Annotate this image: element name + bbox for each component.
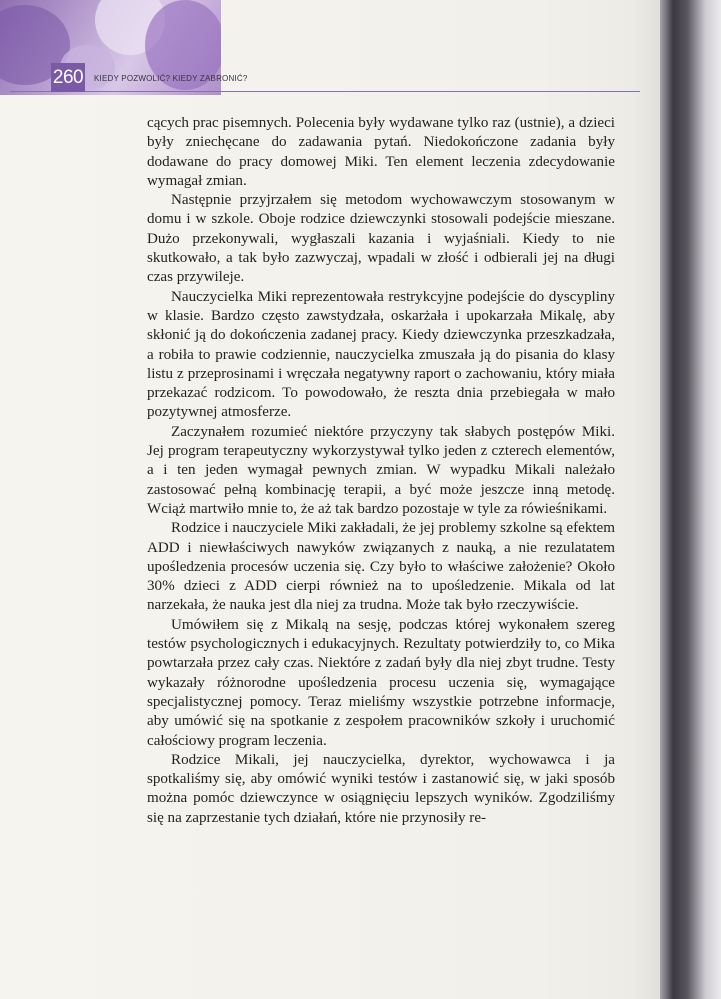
paragraph: Rodzice i nauczyciele Miki zakładali, że jej problemy szkolne są efektem ADD i niewłaściwych nawyków związanych z nauką, a nie rezulatatem upośledzenia procesów uczenia się. Czy było to właściwe założenie? Około 30% dzieci z ADD cierpi również na to upośledzenie. Mikala od lat narzekała, że nauka jest dla niej za trudna. Może tak było rzeczywiście. (147, 520, 615, 614)
page-number: 260 (51, 63, 85, 92)
paragraph: Rodzice Mikali, jej nauczycielka, dyrektor, wychowawca i ja spotkaliśmy się, aby omówić wyniki testów i zastanowić się, w jaki sposób można pomóc dziewczynce w osiągnięciu lepszych wyników. Zgodziliśmy się na zaprzestanie tych działań, które nie przynosiły re- (147, 751, 615, 826)
paragraph: Nauczycielka Miki reprezentowała restrykcyjne podejście do dyscypliny w klasie. Bardzo często zawstydzała, oskarżała i upokarzała Mikalę, aby skłonić ją do dokończenia zadanej pracy. Kiedy dziewczynka przeszkadzała, a robiła to prawie codziennie, nauczycielka zmuszała ją do pisania do klasy listu z przeprosinami i wręczała negatywny raport o zachowaniu, który miała przekazać rodzicom. To powodowało, że reszta dnia przebiegała w mało pozytywnej atmosferze. (147, 288, 615, 421)
paragraph: Zaczynałem rozumieć niektóre przyczyny tak słabych postępów Miki. Jej program terapeutyczny wykorzystywał tylko jeden z czterech elementów, a i ten jeden wymagał pewnych zmian. W wypadku Mikali należało zastosować pełną kombinację terapii, a być może jeszcze inną metodę. Wciąż martwiło mnie to, że aż tak bardzo pozostaje w tyle za rówieśnikami. (147, 423, 615, 517)
running-head: KIEDY POZWOLIĆ? KIEDY ZABRONIĆ? (94, 74, 248, 83)
paragraph: Umówiłem się z Mikalą na sesję, podczas której wykonałem szereg testów psychologicznych i edukacyjnych. Rezultaty potwierdziły to, co Mika powtarzała przez cały czas. Niektóre z zadań były dla niej zbyt trudne. Testy wykazały różnorodne upośledzenia procesu uczenia się, wymagające specjalistycznej pomocy. Teraz mieliśmy wszystkie potrzebne informacje, aby umówić się na spotkanie z zespołem pracowników szkoły i uruchomić całościowy program leczenia. (147, 616, 615, 749)
header-rule (10, 91, 640, 92)
page-gutter-shadow (660, 0, 721, 999)
paragraph: Następnie przyjrzałem się metodom wychowawczym stosowanym w domu i w szkole. Oboje rodzice dziewczynki stosowali podejście mieszane. Dużo przekonywali, wygłaszali kazania i wyjaśniali. Kiedy to nie skutkowało, a tak było zazwyczaj, wpadali w złość i odbierali jej na długi czas przywileje. (147, 192, 615, 286)
paragraph: cących prac pisemnych. Polecenia były wydawane tylko raz (ustnie), a dzieci były zniechęcane do zadawania pytań. Niedokończone zadania były dodawane do pracy domowej Miki. Ten element leczenia zdecydowanie wymagał zmian. (147, 115, 615, 189)
body-text (147, 114, 615, 828)
